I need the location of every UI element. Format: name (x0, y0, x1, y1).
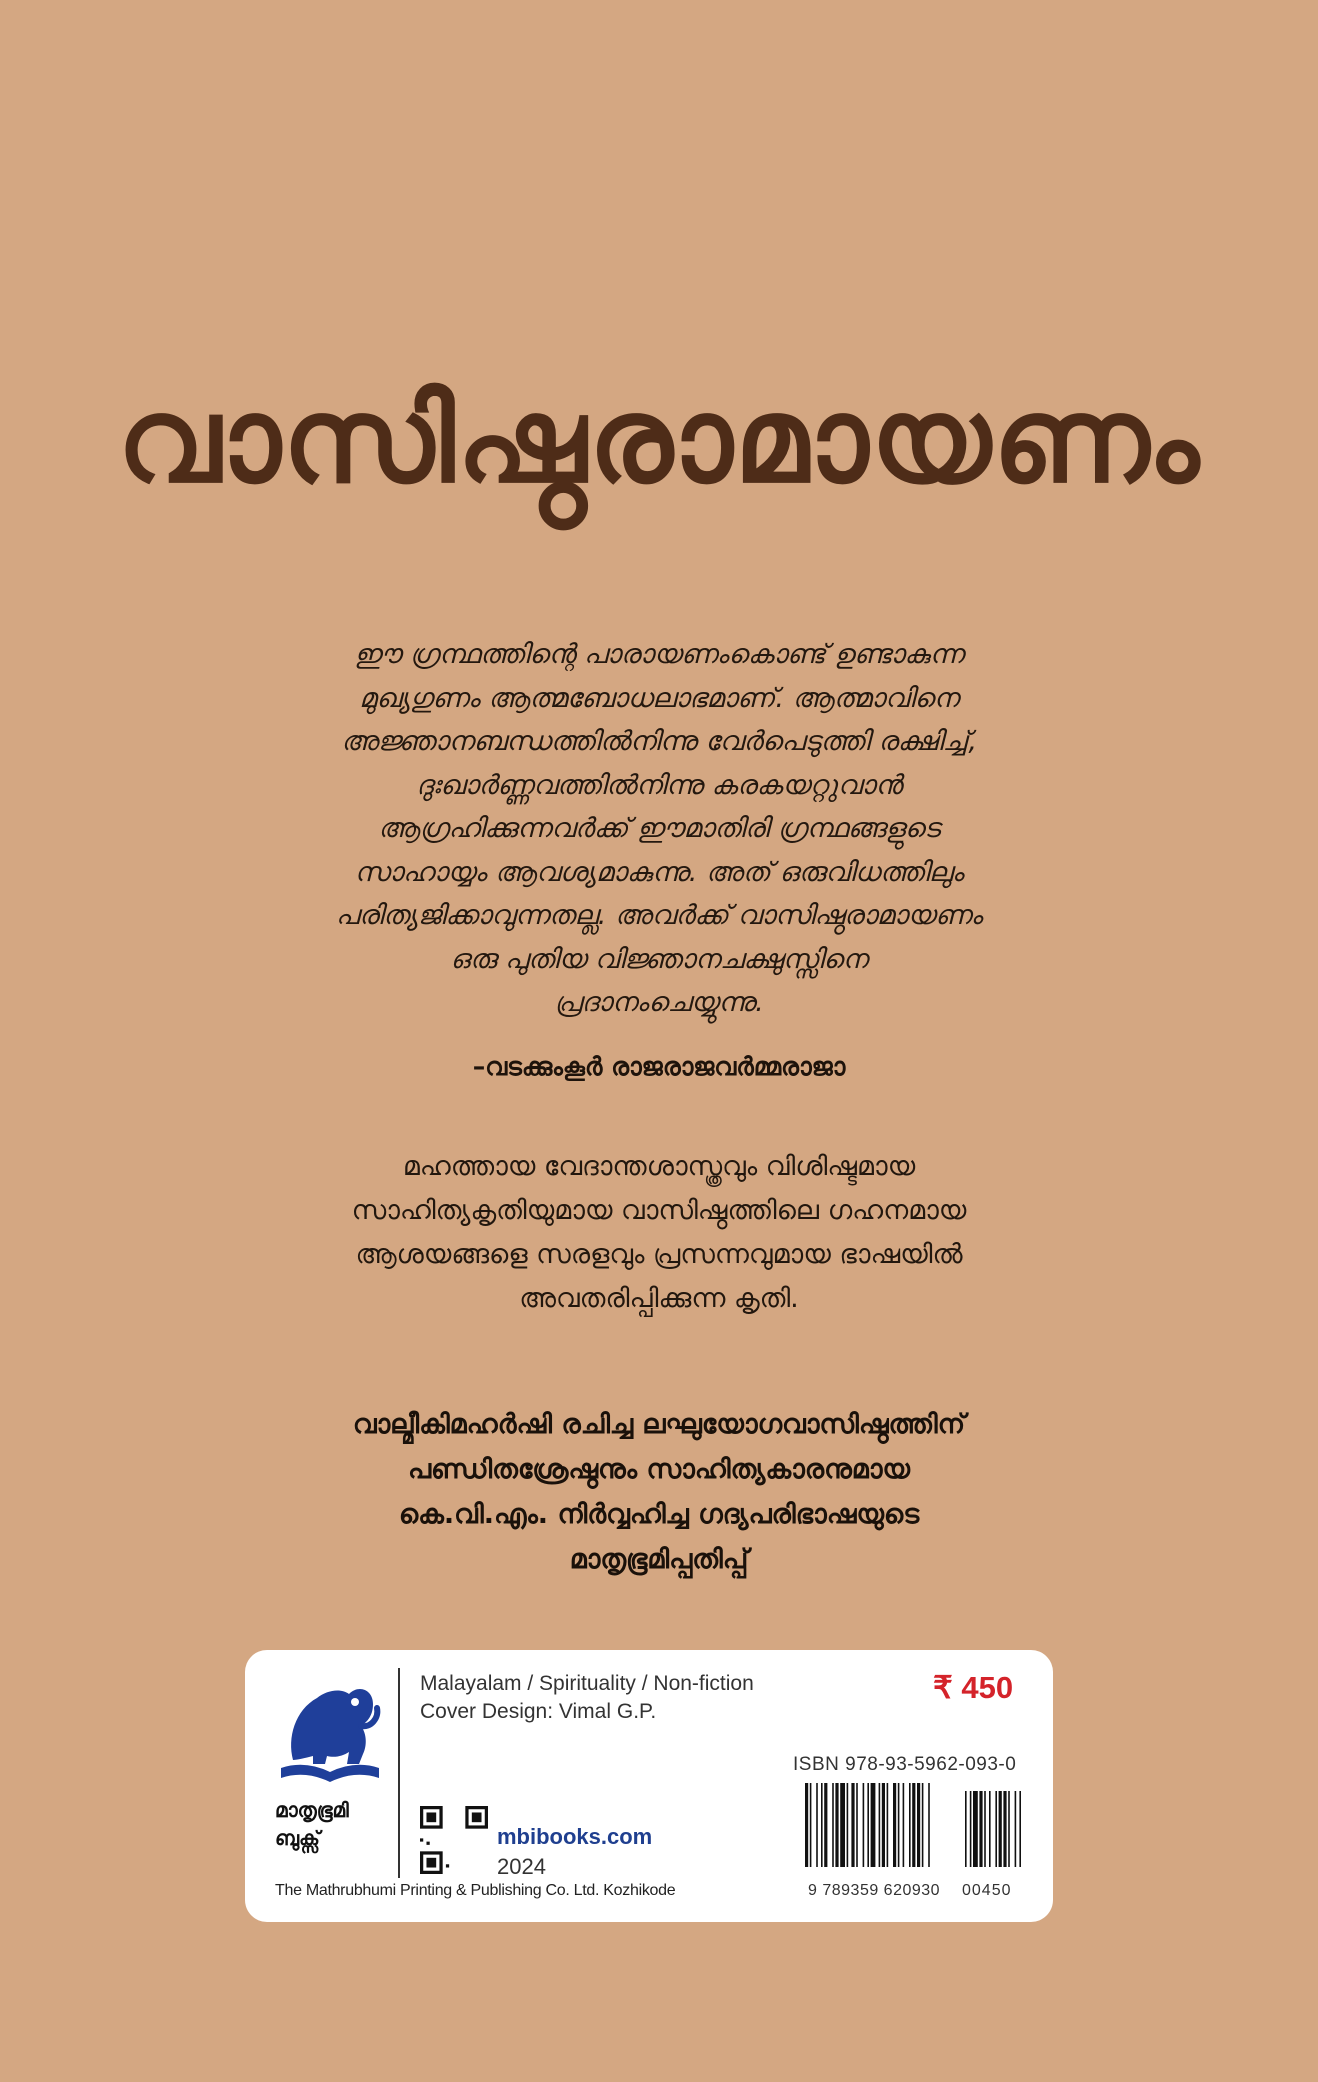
description-line: അവതരിപ്പിക്കുന്ന കൃതി. (519, 1283, 799, 1314)
divider (398, 1668, 400, 1878)
quote-line: ഒരു പുതിയ വിജ്ഞാനചക്ഷുസ്സിനെ (450, 943, 868, 975)
edition-line: മാതൃഭൂമിപ്പതിപ്പ് (569, 1544, 749, 1575)
quote-line: പരിത്യജിക്കാവുന്നതല്ല. അവർക്ക് വാസിഷ്ഠരാമായണം (335, 900, 983, 931)
quote-attribution: –വടക്കുംകൂർ രാജരാജവർമ്മരാജാ (472, 1052, 846, 1081)
price: ₹ 450 (933, 1670, 1014, 1705)
publisher-logo-text: മാതൃഭൂമി ബുക്സ് (275, 1798, 349, 1850)
quote-line: പ്രദാനംചെയ്യുന്നു. (554, 987, 764, 1018)
edition-line: പണ്ഡിതശ്രേഷ്ഠനും സാഹിത്യകാരനുമായ (407, 1454, 911, 1485)
cover-design-credit: Cover Design: Vimal G.P. (420, 1700, 657, 1723)
quote-line: ആഗ്രഹിക്കുന്നവർക്ക് ഈമാതിരി ഗ്രന്ഥങ്ങളുടെ (378, 813, 940, 844)
info-card (245, 1650, 1053, 1922)
elephant-book-logo-icon (275, 1668, 385, 1783)
qr-code-icon (420, 1806, 488, 1874)
publisher-name: The Mathrubhumi Printing & Publishing Co. Ltd. Kozhikode (275, 1882, 676, 1899)
quote-line: അജ്ഞാനബന്ധത്തിൽനിന്നു വേർപെടുത്തി രക്ഷിച്ച്, (341, 726, 977, 757)
description-line: സാഹിത്യകൃതിയുമായ വാസിഷ്ഠത്തിലെ ഗഹനമായ (351, 1195, 967, 1226)
edition-line: വാല്മീകിമഹർഷി രചിച്ച ലഘുയോഗവാസിഷ്ഠത്തിന് (352, 1409, 966, 1440)
description-block (180, 1145, 1138, 1321)
description-line: ആശയങ്ങളെ സരളവും പ്രസന്നവുമായ ഭാഷയിൽ (355, 1239, 963, 1270)
website-link[interactable]: mbibooks.com (497, 1824, 653, 1849)
barcode-number: 9 789359 620930 (808, 1882, 941, 1899)
book-title: വാസിഷ്ഠരാമായണം (117, 371, 1201, 509)
quote-line: ദുഃഖാർണ്ണവത്തിൽനിന്നു കരകയറ്റുവാൻ (416, 769, 902, 801)
quote-block (180, 633, 1138, 1025)
description-line: മഹത്തായ വേദാന്തശാസ്ത്രവും വിശിഷ്ടമായ (402, 1151, 916, 1182)
isbn-label: ISBN 978-93-5962-093-0 (793, 1754, 1017, 1775)
barcode-icon (805, 1783, 1043, 1867)
quote-line: സാഹായ്യം ആവശ്യമാകുന്നു. അത് ഒരുവിധത്തിലും (354, 856, 964, 888)
publication-year: 2024 (497, 1854, 546, 1879)
edition-block (180, 1402, 1138, 1582)
category-label: Malayalam / Spirituality / Non-fiction (420, 1672, 754, 1695)
edition-line: കെ.വി.എം. നിർവ്വഹിച്ച ഗദ്യപരിഭാഷയുടെ (398, 1499, 920, 1530)
quote-line: മുഖ്യഗുണം ആത്മബോധലാഭമാണ്. ആത്മാവിനെ (359, 682, 959, 714)
barcode-addon-number: 00450 (962, 1882, 1012, 1899)
quote-line: ഈ ഗ്രന്ഥത്തിന്റെ പാരായണംകൊണ്ട് ഉണ്ടാകുന്ന (354, 639, 964, 670)
